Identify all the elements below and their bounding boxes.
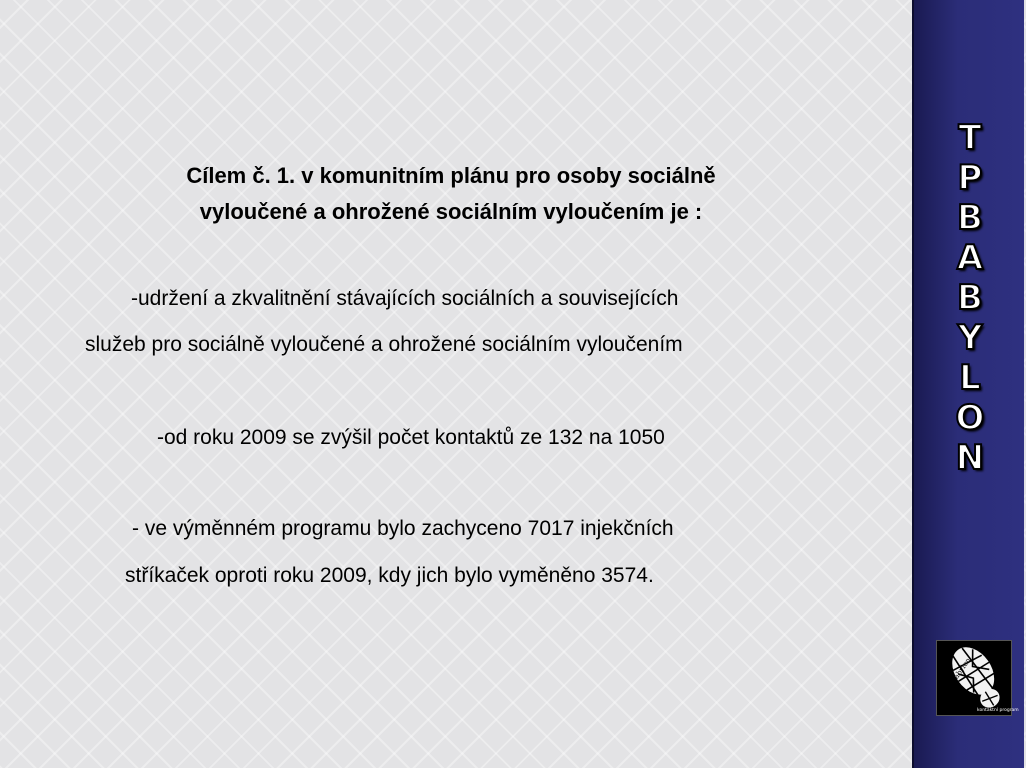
sidebar-letter: B [957, 198, 983, 238]
sidebar-letter: L [959, 358, 981, 398]
slide-heading-line-1: Cílem č. 1. v komunitním plánu pro osoby sociálně [186, 163, 716, 188]
point-2: -od roku 2009 se zvýšil počet kontaktů ze 132 na 1050 [157, 426, 665, 449]
point-1-line-1: -udržení a zkvalitnění stávajících sociálních a souvisejících [131, 287, 679, 310]
point-3-line-2: stříkaček oproti roku 2009, kdy jich bylo vyměněno 3574. [125, 564, 654, 587]
sidebar-letter: O [955, 398, 985, 438]
point-3-line-1: - ve výměnném programu bylo zachyceno 7017 injekčních [132, 517, 674, 540]
sidebar-vertical-title [914, 118, 1026, 478]
sidebar-letter: B [957, 278, 983, 318]
sidebar-letter: N [955, 438, 985, 478]
point-1-line-2: služeb pro sociálně vyloučené a ohrožené sociálním vyloučením [85, 333, 683, 356]
logo-text-main: Babylon [949, 656, 973, 685]
slide-heading-line-2: vyloučené a ohrožené sociálním vyloučením je : [199, 199, 703, 224]
sidebar-letter: P [957, 158, 983, 198]
footprint-logo-icon [937, 641, 1019, 715]
sidebar [912, 0, 1024, 768]
sidebar-letter: A [956, 238, 984, 278]
logo-text-sub: kontaktní program [977, 708, 1019, 713]
sidebar-letter: T [958, 118, 982, 158]
babylon-logo [936, 640, 1019, 716]
sidebar-letter: Y [957, 318, 983, 358]
